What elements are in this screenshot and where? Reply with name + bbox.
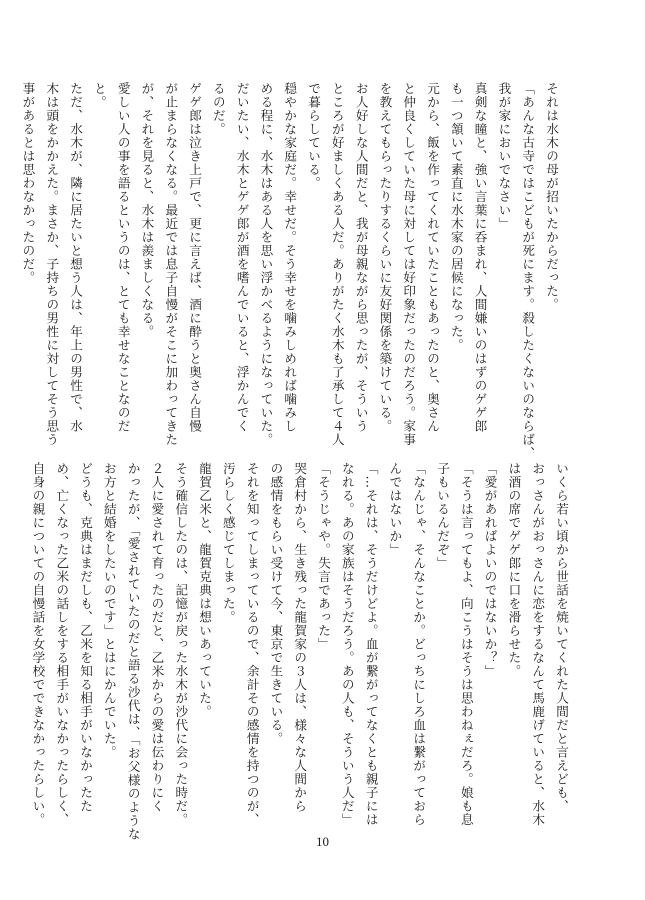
text-line: も一つ頷いて素直に水木家の居候になった。 (448, 82, 464, 352)
lower-text-block (26, 462, 573, 841)
text-line: め、亡くなった乙米の話しをする相手がいなかったらしく、 (54, 462, 70, 827)
text-line: で暮らしている。 (306, 82, 322, 190)
text-line: 汚らしく感じてしまった。 (220, 462, 236, 624)
text-line: 元から、飯を作ってくれていたこともあったのと、奥さん (425, 82, 441, 433)
text-line: 龍賀乙米と、龍賀克典は想いあっていた。 (197, 462, 213, 719)
text-line: と仲良くしていた母に対しては好印象だったのだろう。家事 (401, 82, 417, 447)
text-line: 「そうじゃや。失言であった」 (316, 462, 332, 651)
text-line: が止まらなくなる。最近では息子自慢がそこに加わってきた (163, 82, 179, 447)
text-line: だいたい、水木とゲゲ郎が酒を嗜んでいると、浮かんでく (234, 82, 250, 433)
text-line: お方と結婚をしたいのです」とはにかんでいた。 (101, 462, 117, 759)
text-line: そう確信したのは、記憶が戻った水木が沙代に会った時だ。 (173, 462, 189, 827)
text-line: 木は頭をかかえた。まさか、子持ちの男性に対してそう思う (44, 82, 60, 447)
text-line: を教えてもらったりするくらいに友好関係を築けている。 (377, 82, 393, 433)
text-line: るのだ。 (210, 82, 226, 136)
text-line: 愛しい人の事を語るというのは、とても幸せなことなのだ (115, 82, 131, 433)
text-line: かったが、「愛されていたのだと語る沙代は、「お父様のような (125, 462, 141, 841)
text-line: 自身の親についての自慢話を女学校でできなかったらしい。 (30, 462, 46, 827)
text-line: ただ、水木が、隣に居たいと想う人は、年上の男性で、水 (68, 82, 84, 433)
text-line: 「そうは言ってもよ、向こうはそうは思わねぇだろ。娘も息 (458, 462, 474, 827)
text-line: める程に、水木はある人を思い浮かべるようになっていた。 (258, 82, 274, 447)
text-line: は酒の席でゲゲ郎に口を滑らせた。 (506, 462, 522, 678)
text-line: 「…それは、そうだけどよ。血が繋がってなくとも親子には (363, 462, 379, 827)
text-line: と。 (91, 82, 107, 109)
text-line: の感情をもらい受けて今、東京で生きている。 (268, 462, 284, 746)
text-line: ゲゲ郎は泣き上戸で、更に言えば、酒に酔うと奥さん自慢 (187, 82, 203, 433)
text-line: おっさんがおっさんに恋をするなんて馬鹿げていると、水木 (530, 462, 546, 827)
page-number: 10 (316, 834, 329, 849)
text-line: 穏やかな家庭だ。幸せだ。そう幸せを噛みしめれば噛みし (282, 82, 298, 433)
upper-text-block (16, 82, 563, 460)
text-line: 子もいるんだぞ」 (435, 462, 451, 570)
text-line: 「なんじゃ、そんなことか。どっちにしろ血は繋がっておら (411, 462, 427, 827)
text-line: なれる。あの家族はそうだろう。あの人も、そういう人だ」 (339, 462, 355, 827)
text-line: 哭倉村から、生き残った龍賀家の３人は、様々な人間から (292, 462, 308, 813)
text-line: 「あんな古寺ではこどもが死にます。殺したくないのならば、 (520, 82, 536, 460)
text-line: いくら若い頃から世話を焼いてくれた人間だと言えども、 (554, 462, 569, 813)
text-line: 真剣な瞳と、強い言葉に呑まれ、人間嫌いのはずのゲゲ郎 (472, 82, 488, 433)
text-line: が、それを見ると、水木は羨ましくなる。 (139, 82, 155, 339)
text-line: お人好しな人間だと、我が母親ながら思ったが、そういう (353, 82, 369, 433)
text-line: 我が家においでなさい」 (496, 82, 512, 231)
text-line: ２人に愛されて育ったのだと、乙米からの愛は伝わりにく (149, 462, 165, 813)
text-line: それを知ってしまっているので、余計その感情を持つのが、 (244, 462, 260, 827)
text-line: どうも、克典はまだしも、乙米を知る相手がいなかったた (78, 462, 94, 813)
text-line: んではないか」 (387, 462, 403, 557)
text-line: それは水木の母が招いたからだった。 (544, 82, 559, 312)
text-line: ところが好ましくある人だ。ありがたく水木も了承して４人 (329, 82, 345, 447)
text-line: 事があるとは思わなかったのだ。 (20, 82, 36, 285)
text-line: 「愛があればよいのではないか？」 (482, 462, 498, 678)
